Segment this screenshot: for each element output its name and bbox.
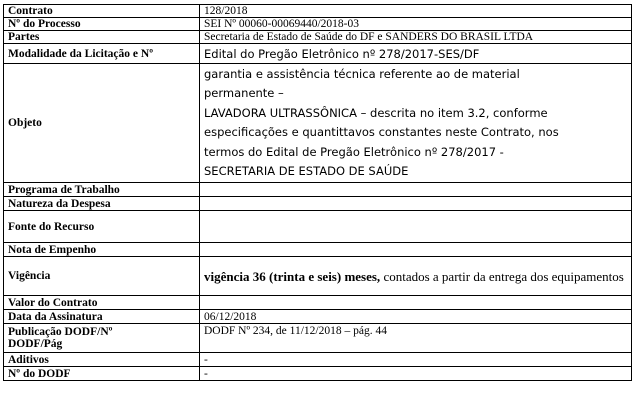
value-objeto bbox=[200, 64, 632, 183]
row-contrato bbox=[4, 5, 632, 18]
label-data-assinatura: Data da Assinatura bbox=[4, 310, 200, 324]
objeto-line: SECRETARIA DE ESTADO DE SAÚDE bbox=[204, 164, 409, 178]
label-publicacao-dodf bbox=[4, 324, 200, 353]
row-publicacao-dodf bbox=[4, 324, 632, 353]
label-publicacao-line: DODF/Pág bbox=[8, 338, 63, 350]
value-data-assinatura: 06/12/2018 bbox=[200, 310, 632, 324]
row-vigencia bbox=[4, 257, 632, 296]
contract-table bbox=[3, 4, 632, 381]
row-programa-trabalho bbox=[4, 183, 632, 197]
objeto-line: especificações e quantittavos constantes neste Contrato, nos bbox=[204, 125, 559, 139]
row-natureza-despesa bbox=[4, 197, 632, 211]
label-aditivos: Aditivos bbox=[4, 353, 200, 367]
row-numero-dodf bbox=[4, 367, 632, 381]
vigencia-term: vigência 36 (trinta e seis) meses, bbox=[204, 268, 381, 284]
label-partes: Partes bbox=[4, 31, 200, 44]
row-nota-empenho bbox=[4, 243, 632, 257]
objeto-line: termos do Edital de Pregão Eletrônico nº 278/2017 - bbox=[204, 144, 504, 159]
label-publicacao-line: Publicação DODF/Nº bbox=[8, 326, 113, 338]
row-valor-contrato bbox=[4, 296, 632, 310]
label-numero-dodf: Nº do DODF bbox=[4, 367, 200, 381]
label-fonte-recurso: Fonte do Recurso bbox=[4, 211, 200, 243]
value-fonte-recurso bbox=[200, 211, 632, 243]
value-aditivos: - bbox=[200, 353, 632, 367]
row-fonte-recurso bbox=[4, 211, 632, 243]
objeto-line: permanente – bbox=[204, 86, 284, 100]
value-vigencia bbox=[200, 257, 632, 296]
row-objeto bbox=[4, 64, 632, 183]
vigencia-detail: contados a partir da entrega dos equipamentos bbox=[380, 268, 624, 284]
objeto-line: LAVADORA ULTRASSÔNICA – descrita no item 3.2, conforme bbox=[204, 105, 548, 120]
label-nota-empenho: Nota de Empenho bbox=[4, 243, 200, 257]
value-publicacao-dodf: DODF Nº 234, de 11/12/2018 – pág. 44 bbox=[200, 324, 632, 353]
row-numero-processo bbox=[4, 18, 632, 31]
objeto-line: garantia e assistência técnica referente ao de material bbox=[204, 66, 520, 81]
value-modalidade: Edital do Pregão Eletrônico nº 278/2017-SES/DF bbox=[200, 44, 632, 64]
row-data-assinatura bbox=[4, 310, 632, 324]
value-programa-trabalho bbox=[200, 183, 632, 197]
row-partes bbox=[4, 31, 632, 44]
value-contrato: 128/2018 bbox=[200, 5, 632, 18]
label-vigencia: Vigência bbox=[4, 257, 200, 296]
label-valor-contrato: Valor do Contrato bbox=[4, 296, 200, 310]
label-programa-trabalho: Programa de Trabalho bbox=[4, 183, 200, 197]
label-objeto: Objeto bbox=[4, 64, 200, 183]
label-contrato: Contrato bbox=[4, 5, 200, 18]
label-numero-processo: Nº do Processo bbox=[4, 18, 200, 31]
label-modalidade: Modalidade da Licitação e Nº bbox=[4, 44, 200, 64]
value-numero-processo: SEI Nº 00060-00069440/2018-03 bbox=[200, 18, 632, 31]
value-nota-empenho bbox=[200, 243, 632, 257]
row-modalidade bbox=[4, 44, 632, 64]
row-aditivos bbox=[4, 353, 632, 367]
value-partes: Secretaria de Estado de Saúde do DF e SANDERS DO BRASIL LTDA bbox=[200, 31, 632, 44]
value-natureza-despesa bbox=[200, 197, 632, 211]
value-numero-dodf: - bbox=[200, 367, 632, 381]
value-valor-contrato bbox=[200, 296, 632, 310]
label-natureza-despesa: Natureza da Despesa bbox=[4, 197, 200, 211]
